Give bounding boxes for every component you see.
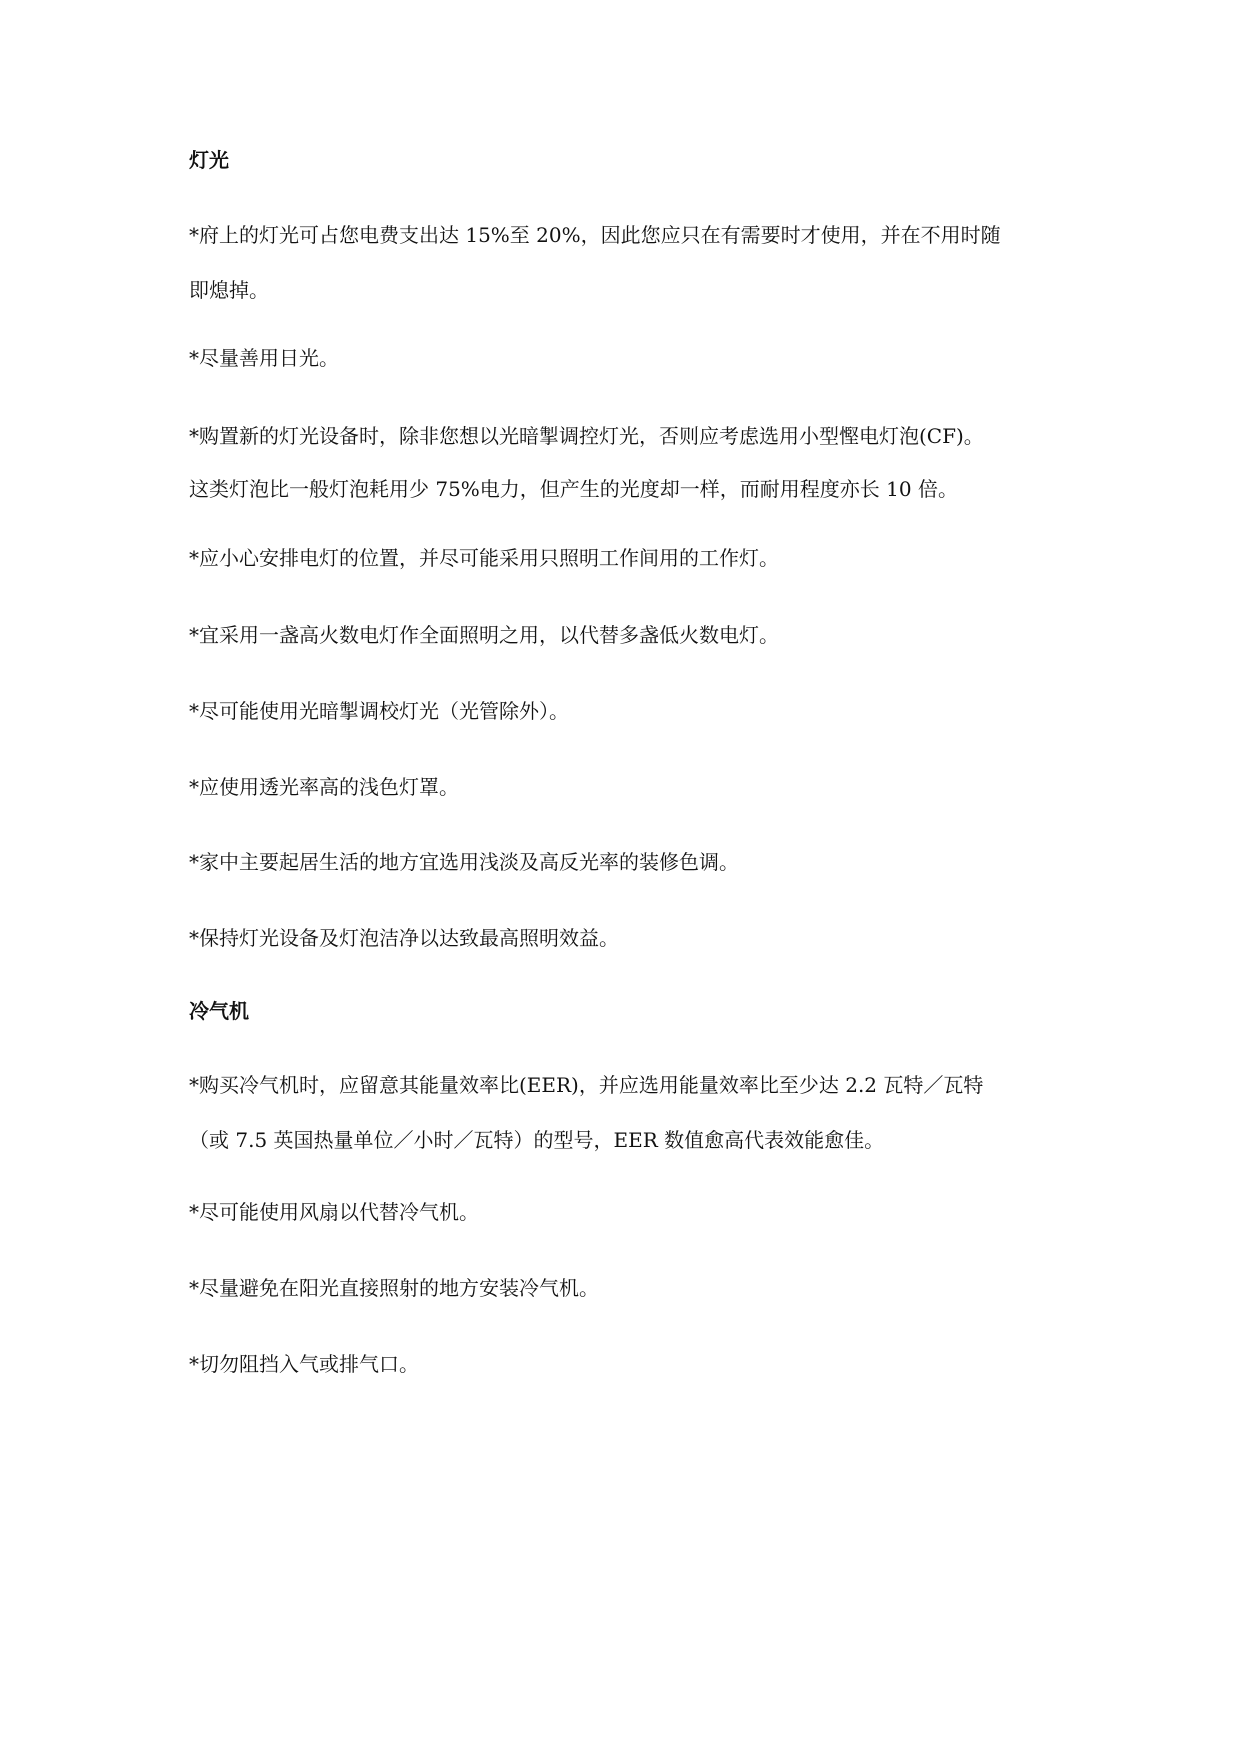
section-heading-lighting: 灯光 <box>189 148 229 172</box>
paragraph-line: *应小心安排电灯的位置，并尽可能采用只照明工作间用的工作灯。 <box>189 546 779 570</box>
paragraph-line: 这类灯泡比一般灯泡耗用少 75%电力，但产生的光度却一样，而耐用程度亦长 10 倍。 <box>189 477 958 501</box>
paragraph-line: *家中主要起居生活的地方宜选用浅淡及高反光率的装修色调。 <box>189 850 739 874</box>
paragraph <box>189 544 1069 572</box>
paragraph-line: *购置新的灯光设备时，除非您想以光暗掣调控灯光，否则应考虑选用小型慳电灯泡(CF)。 <box>189 424 984 448</box>
paragraph <box>189 1350 1069 1378</box>
paragraph <box>189 422 1069 503</box>
paragraph <box>189 697 1069 725</box>
paragraph-line: *应使用透光率高的浅色灯罩。 <box>189 775 459 799</box>
paragraph <box>189 1198 1069 1226</box>
paragraph-line: *切勿阻挡入气或排气口。 <box>189 1352 419 1376</box>
paragraph <box>189 1071 1069 1154</box>
paragraph-line: *尽量避免在阳光直接照射的地方安装冷气机。 <box>189 1276 599 1300</box>
paragraph-line: *尽可能使用风扇以代替冷气机。 <box>189 1200 479 1224</box>
paragraph-line: *尽量善用日光。 <box>189 346 339 370</box>
paragraph <box>189 773 1069 801</box>
paragraph <box>189 924 1069 952</box>
paragraph-line: *保持灯光设备及灯泡洁净以达致最高照明效益。 <box>189 926 619 950</box>
paragraph-line: *宜采用一盏高火数电灯作全面照明之用，以代替多盏低火数电灯。 <box>189 623 779 647</box>
paragraph-line: *府上的灯光可占您电费支出达 15%至 20%，因此您应只在有需要时才使用，并在不用时随 <box>189 223 1001 247</box>
paragraph-line: *尽可能使用光暗掣调校灯光（光管除外）。 <box>189 699 569 723</box>
paragraph <box>189 344 1069 372</box>
paragraph-line: 即熄掉。 <box>189 278 269 302</box>
paragraph <box>189 848 1069 876</box>
paragraph <box>189 621 1069 649</box>
paragraph <box>189 221 1069 304</box>
paragraph <box>189 1274 1069 1302</box>
paragraph-line: *购买冷气机时，应留意其能量效率比(EER)，并应选用能量效率比至少达 2.2 瓦特／瓦特 <box>189 1073 984 1097</box>
section-heading-air-conditioner: 冷气机 <box>189 999 249 1023</box>
paragraph-line: （或 7.5 英国热量单位／小时／瓦特）的型号，EER 数值愈高代表效能愈佳。 <box>189 1128 885 1152</box>
